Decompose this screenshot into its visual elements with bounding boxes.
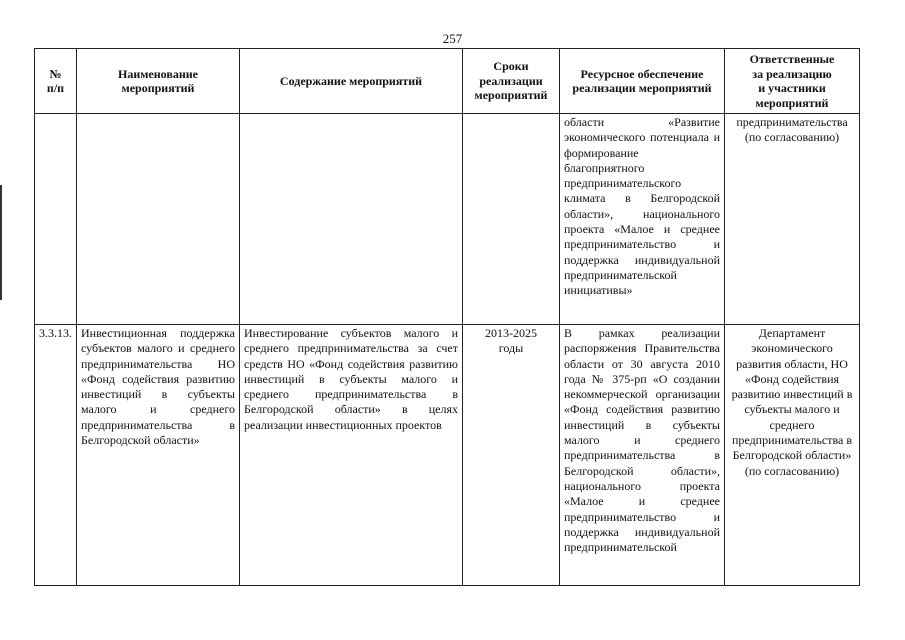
header-terms-line: Сроки [493, 59, 529, 74]
measures-table [34, 48, 860, 586]
header-num [35, 49, 77, 114]
header-num-line: № [49, 66, 62, 81]
table-row [35, 114, 860, 325]
cell-content [240, 114, 463, 325]
header-responsible-line: и участники [758, 81, 826, 95]
cell-resources: области «Развитие экономического потенциала и формирование благоприятного предпринимательского климата в Белгородской области», национального проекта «Малое и среднее предпринимательство и поддержка индивидуальной предпринимательской инициативы» [560, 114, 725, 325]
cell-num [35, 114, 77, 325]
header-resources-line: реализации мероприятий [572, 81, 712, 95]
header-content: Содержание мероприятий [240, 49, 463, 114]
cell-num: 3.3.13. [35, 325, 77, 586]
table-header-row [35, 49, 860, 114]
header-responsible [725, 49, 860, 114]
cell-terms [463, 114, 560, 325]
header-responsible-line: за реализацию [752, 66, 832, 81]
header-responsible-line: мероприятий [755, 95, 829, 110]
cell-responsible: предпринимательства (по согласованию) [725, 114, 860, 325]
cell-responsible: Департамент экономического развития области, НО «Фонд содействия развитию инвестиций в субъекты малого и среднего предпринимательства в Белгородской области» (по согласованию) [725, 325, 860, 586]
header-terms [463, 49, 560, 114]
cell-terms-line: годы [498, 341, 524, 356]
cell-terms-line: 2013-2025 [485, 326, 537, 340]
scan-edge-mark [0, 185, 2, 300]
cell-name: Инвестиционная поддержка субъектов малого и среднего предпринимательства НО «Фонд содействия развитию инвестиций в субъекты малого и среднего предпринимательства в Белгородской области» [77, 325, 240, 586]
cell-resources: В рамках реализации распоряжения Правительства области от 30 августа 2010 года № 375-рп «О создании некоммерческой организации «Фонд содействия развитию инвестиций в субъекты малого и среднего предпринимательства в Белгородской области», национального проекта «Малое и среднее предпринимательство и поддержка индивидуальной предпринимательской [560, 325, 725, 586]
header-name-line: Наименование [118, 66, 198, 81]
header-terms-line: реализации [479, 73, 543, 88]
header-num-line: п/п [46, 81, 65, 95]
header-responsible-line: Ответственные [749, 52, 835, 66]
header-name [77, 49, 240, 114]
cell-name [77, 114, 240, 325]
cell-terms [463, 325, 560, 586]
page-number: 257 [442, 31, 463, 46]
table-row [35, 325, 860, 586]
header-resources [560, 49, 725, 114]
header-name-line: мероприятий [121, 81, 195, 95]
cell-content: Инвестирование субъектов малого и среднего предпринимательства за счет средств НО «Фонд содействия развитию инвестиций в субъекты малого и среднего предпринимательства в Белгородской области» в целях реализации инвестиционных проектов [240, 325, 463, 586]
header-resources-line: Ресурсное обеспечение [580, 66, 704, 81]
header-terms-line: мероприятий [474, 88, 548, 103]
